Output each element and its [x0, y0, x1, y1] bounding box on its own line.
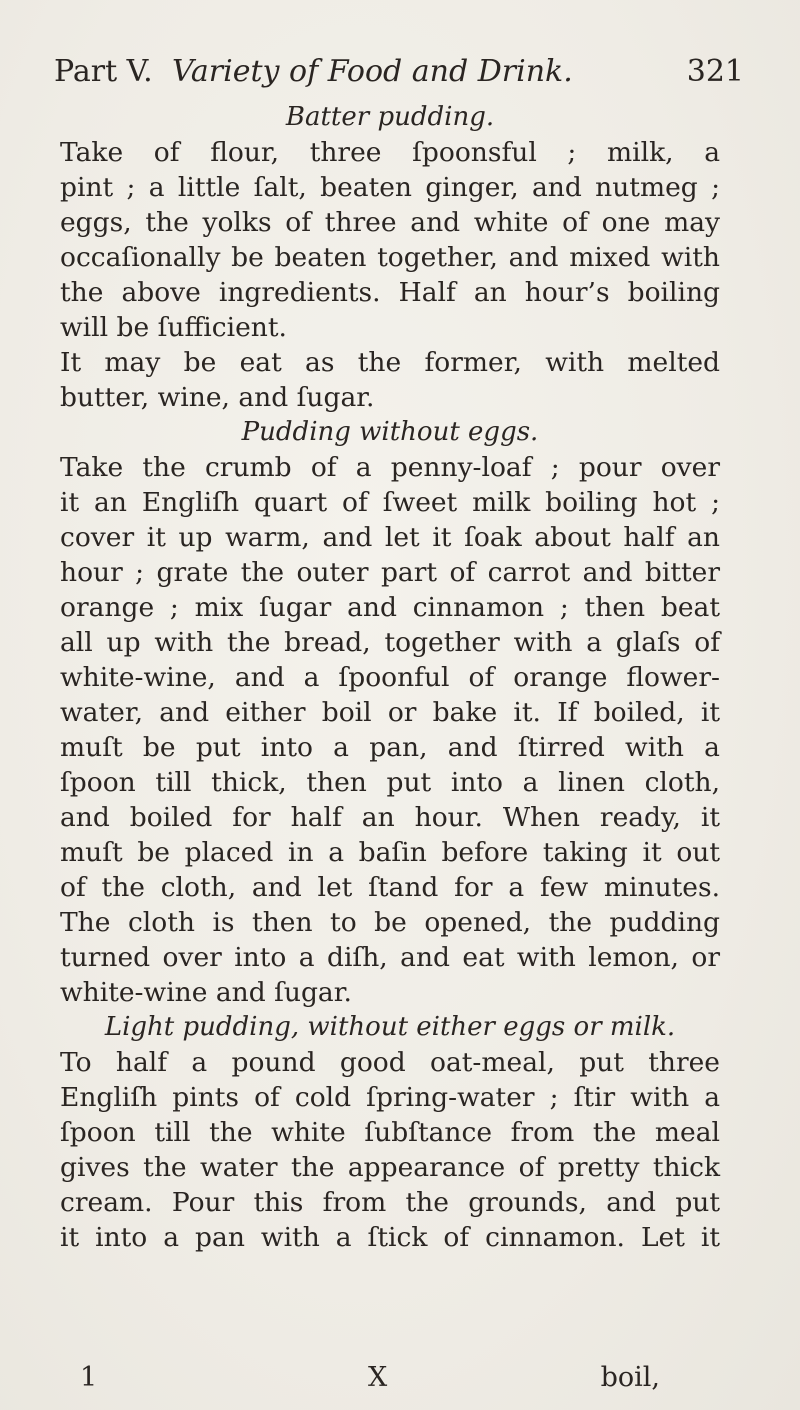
text-line: The cloth is then to be opened, the pudding [60, 907, 720, 938]
text-line: eggs, the yolks of three and white of one may [60, 207, 720, 238]
text-line: cream. Pour this from the grounds, and put [60, 1187, 720, 1218]
text-line: it an Engliſh quart of ſweet milk boiling hot ; [60, 487, 720, 518]
text-line: will be ſufficient. [60, 312, 287, 343]
text-line: the above ingredients. Half an hour’s boiling [60, 277, 720, 308]
text-line: pint ; a little ſalt, beaten ginger, and nutmeg ; [60, 172, 720, 203]
text-line: white-wine, and a ſpoonful of orange flower- [60, 662, 720, 693]
text-line: hour ; grate the outer part of carrot and bitter [60, 557, 720, 588]
volume-number: 1 [80, 1362, 98, 1393]
text-line: butter, wine, and ſugar. [60, 382, 375, 413]
text-line: Take the crumb of a penny-loaf ; pour over [60, 452, 720, 483]
page-footer [68, 1360, 660, 1396]
page-number: 321 [686, 54, 744, 89]
text-line: occaſionally be beaten together, and mixed with [60, 242, 720, 273]
text-line: It may be eat as the former, with melted [60, 347, 720, 378]
text-line: of the cloth, and let ſtand for a few minutes. [60, 872, 720, 903]
text-line: Take of flour, three ſpoonsful ; milk, a [60, 137, 720, 168]
text-line: ſpoon till thick, then put into a linen cloth, [60, 767, 720, 798]
section-title-light-pudding: Light pudding, without either eggs or milk. [104, 1012, 676, 1042]
text-line: cover it up warm, and let it ſoak about half an [60, 522, 720, 553]
text-line: all up with the bread, together with a glaſs of [60, 627, 720, 658]
text-line: water, and either boil or bake it. If boiled, it [60, 697, 720, 728]
catchword: boil, [600, 1362, 660, 1393]
text-line: orange ; mix ſugar and cinnamon ; then beat [60, 592, 720, 623]
part-label: Part V. [54, 54, 153, 89]
text-line: muſt be put into a pan, and ſtirred with a [60, 732, 720, 763]
text-line: To half a pound good oat-meal, put three [60, 1047, 720, 1078]
text-line: gives the water the appearance of pretty thick [60, 1152, 720, 1183]
text-line: muſt be placed in a baſin before taking it out [60, 837, 720, 868]
text-line: turned over into a diſh, and eat with lemon, or [60, 942, 720, 973]
text-line: white-wine and ſugar. [60, 977, 352, 1008]
text-line: and boiled for half an hour. When ready, it [60, 802, 720, 833]
running-head [54, 52, 746, 92]
text-line: ſpoon till the white ſubſtance from the meal [60, 1117, 720, 1148]
body-text [60, 100, 720, 1255]
text-line: Engliſh pints of cold ſpring-water ; ſtir with a [60, 1082, 720, 1113]
running-title: Variety of Food and Drink. [172, 54, 573, 89]
section-title-batter-pudding: Batter pudding. [285, 102, 495, 132]
signature-mark: X [368, 1362, 388, 1393]
section-title-pudding-without-eggs: Pudding without eggs. [241, 417, 539, 447]
text-line: it into a pan with a ſtick of cinnamon. Let it [60, 1222, 720, 1253]
